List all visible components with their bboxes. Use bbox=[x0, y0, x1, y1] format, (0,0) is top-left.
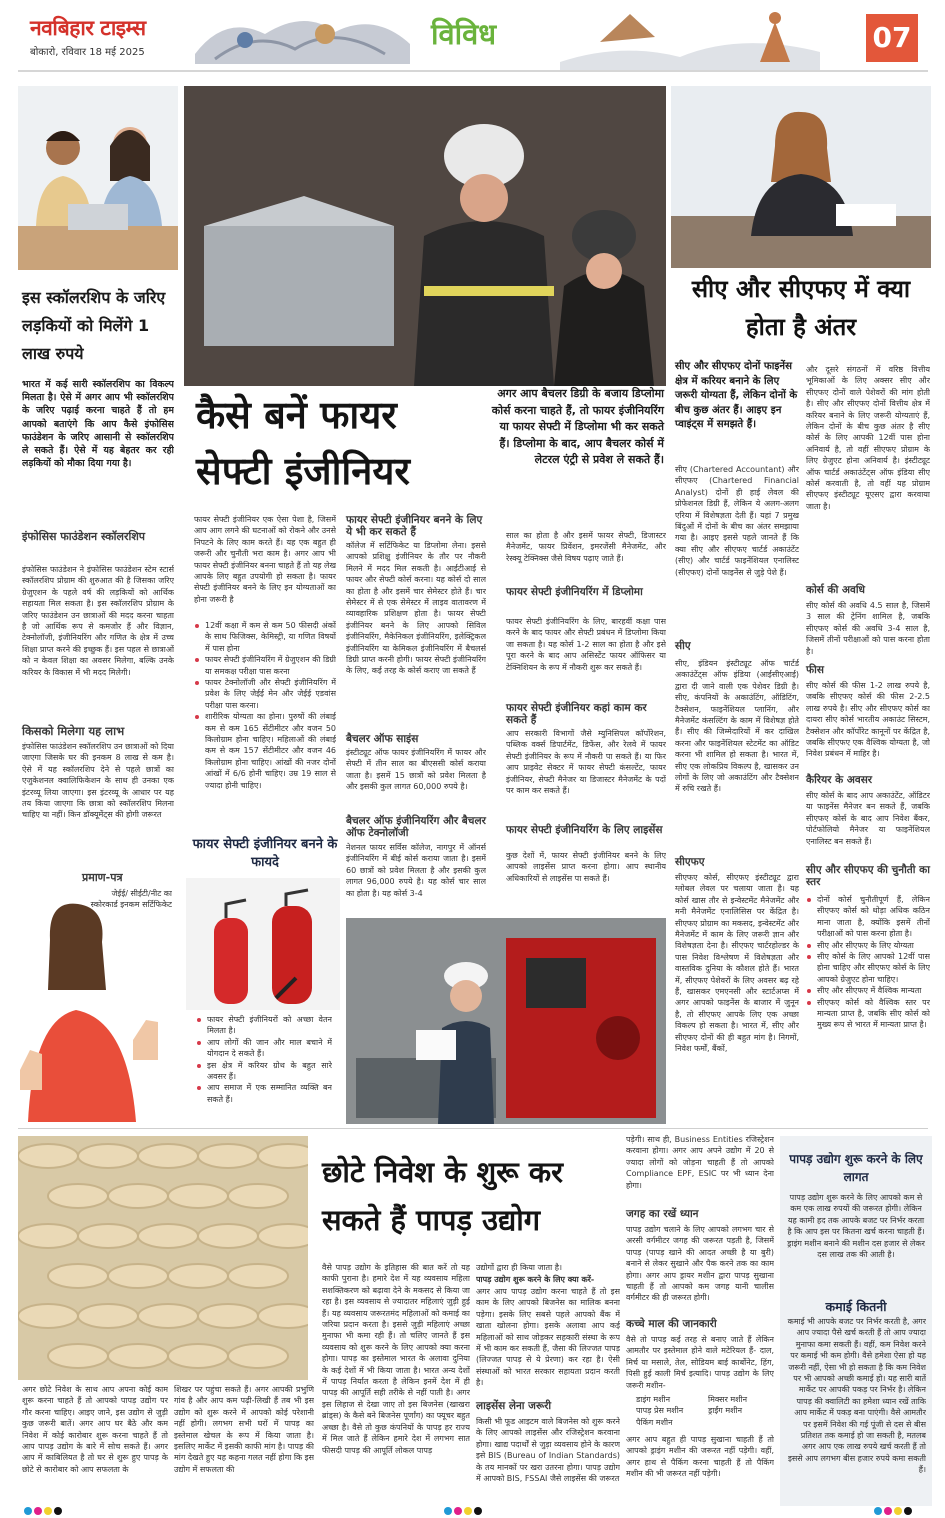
challenge-item: दोनों कोर्स चुनौतीपूर्ण हैं, लेकिन सीएफए कोर्स को थोड़ा अधिक कठिन माना जाता है, क्योंकि इसमें तीनों परीक्षाओं को पास करना होता है। bbox=[806, 894, 930, 940]
fire-col3-p3: कुछ देशों में, फायर सेफ्टी इंजीनियर बनने के लिए आपको लाइसेंस प्राप्त करना होगा। आप स्थानीय अधिकारियों से लाइसेंस पा सकते हैं। bbox=[506, 851, 666, 883]
papad-col2: वैसे पापड़ उद्योग के इतिहास की बात करें तो यह काफी पुराना है। हमारे देश में यह व्यवसाय महिला सशक्तिकरण को बढ़ावा देने के मकसद से किया जा रहा है। इस व्यवसाय से ज्यादातर महिलाएं जुड़ी हुई हैं। यह व्यवसाय जरूरतमंद महिलाओं को कमाई का जरिया प्रदान करता है। इससे जुड़ी महिलाएं अच्छा मुनाफा भी कमा रही हैं। तो चलिए जानते हैं इस व्यवसाय को शुरू करने के लिए आपको क्या करना होगा। पापड़ का इस्तेमाल भारत के अलावा दुनिया के कई देशों में भी किया जाता है। भारत अन्य देशों में पापड़ निर्यात करता है लेकिन इनमें देश में ही पापड़ की आपूर्ति सही तरीके से नहीं पाती है। अगर इस लिहाज से देखा जाए तो इस बिजनेस (खाखरा ब्रांड्स) के कैसे बने बिजनेस पूर्णांग) का फ्यूचर बहुत अच्छा है। वैसे तो कुछ कंपनियों के पापड़ हर राज्य में मिल जाते हैं लेकिन हमारे देश में लगभग सात फीसदी पापड़ की आपूर्ति लोकल पापड़ bbox=[322, 1263, 470, 1455]
fire-bullet: फायर टेक्नोलॉजी और सेफ्टी इंजीनियरिंग में प्रवेश के लिए जेईई मेन और जेईई एडवांस परीक्षा पास करना। bbox=[194, 677, 336, 711]
masthead-art-right bbox=[560, 2, 860, 70]
challenge-item: सीए और सीएफए में वैश्विक मान्यता bbox=[806, 985, 930, 996]
challenge-item: सीए कोर्स के लिए आपको 12वीं पास होना चाहिए और सीएफए कोर्स के लिए आपको ग्रेजुएट होना चाहिए। bbox=[806, 951, 930, 985]
ca-sub-fees: फीस bbox=[806, 664, 824, 676]
scholarship-headline: इस स्कॉलरशिप के जरिए लड़कियों को मिलेंगे 1 लाख रुपये bbox=[22, 288, 166, 363]
page-number-box bbox=[866, 14, 918, 62]
scholarship-docs: जेईई/ सीईटी/नीट का स्कोरकार्ड इनकम सर्टिफिकेट bbox=[90, 889, 172, 910]
ca-para-cfa: सीएफए कोर्स, सीएफए इंस्टीट्यूट द्वारा ग्लोबल लेवल पर चलाया जाता है। यह कोर्स खास तौर से इन्वेस्टमेंट मैनेजमेंट और मनी मैनेजमेंट एनालिसिस पर केंद्रित है। सीएफए प्रोग्राम का मकसद, इन्वेस्टमेंट और मैनेजमेंट में काम के लिए जरूरी ज्ञान और विशेषज्ञता देना है। सीएफए चार्टरहोल्डर के पास निवेश विश्लेषण में विशेषज्ञता और वास्तविक दुनिया के कौशल होते हैं। भारत में, सीएफए पेशेवरों के लिए अवसर बढ़ रहे हैं, खासकर एमएनसी और स्टार्टअप्स में अगर आपको फाइनेंस के बाजार में जुनून है, तो सीएफए आपके लिए एक अच्छा विकल्प हो सकता है। भारत में, सीए और सीएफए दोनों की ही बहुत मांग है। निगमों, निवेश फर्मों, बैंकों, bbox=[675, 873, 799, 1054]
fire-col2-sub3: बैचलर ऑफ इंजीनियरिंग और बैचलर ऑफ टेक्नोलॉजी bbox=[346, 815, 486, 839]
ca-headline: सीए और सीएफए में क्या होता है अंतर bbox=[691, 275, 911, 341]
papad-col4-p0: पड़ेगी। साथ ही, Business Entities रजिस्ट्रेशन करवाना होगा। अगर आप अपने उद्योग में 20 से ज्यादा लोगों को जोड़ना चाहती हैं तो आपको Compliance EPF, ESIC पर भी ध्यान देना होगा। bbox=[626, 1135, 774, 1190]
ca-sub-duration: कोर्स की अवधि bbox=[806, 584, 866, 596]
registration-marks bbox=[0, 1504, 945, 1518]
papad-col4-p1: पापड़ उद्योग चलाने के लिए आपको लगभग चार से अरसी वर्गमीटर जगह की जरूरत पड़ती है, जिसमें पापड़ (पापड़ खाने की आदत अच्छी है या बुरी) बनाने से लेकर सुखाने और पैक करने तक का काम होगा। अगर आप ड्रायर मशीन द्वारा पापड़ सुखाना चाहती हैं तो आपको कम जगह यानी चालीस वर्गमीटर की ही जरूरत होगी। bbox=[626, 1225, 774, 1303]
papad-machines bbox=[626, 1394, 774, 1430]
fire-col3-p0: साल का होता है और इसमें फायर सेफ्टी, डिजास्टर मैनेजमेंट, फायर प्रिवेंशन, इमरजेंसी मैनेजमेंट, और रेस्क्यू टेक्निक्स जैसे विषय पढ़ाए जाते हैं। bbox=[506, 531, 666, 563]
businesswoman-photo bbox=[671, 86, 931, 268]
ca-para1: सीए (Chartered Accountant) और सीएफए (Chartered Financial Analyst) दोनों ही हाई लेवल की प्रोफेशनल डिग्री हैं, लेकिन ये अलग-अलग एरिया में विशेषज्ञता देती हैं। यहां 7 प्रमुख बिंदुओं में दोनों के बीच का अंतर समझाया गया है। आइए इससे पहले जानते हैं कि क्या सीए और सीएफए चार्टर्ड अकाउंटेंट (सीए) और चार्टर्ड फाइनेंशियल एनालिस्ट (सीएफए) दोनों फाइनेंस से जुड़े पेशे हैं। bbox=[675, 465, 799, 577]
dateline: बोकारो, रविवार 18 मई 2025 bbox=[30, 47, 145, 58]
ca-para-duration: सीए कोर्स की अवधि 4.5 साल है, जिसमें 3 साल की ट्रेनिंग शामिल है, जबकि सीएफए कोर्स की अवधि 3-4 साल है, जिसमें तीनों परीक्षाओं को पास करना होता है। bbox=[806, 601, 930, 656]
ca-sub-cfa: सीएफए bbox=[675, 856, 705, 868]
fire-col1-bullets bbox=[194, 620, 336, 836]
engineer-machinery-photo bbox=[346, 918, 666, 1124]
scholarship-sub2: किसको मिलेगा यह लाभ bbox=[22, 724, 125, 738]
machine-item: पापड़ प्रेस मशीन bbox=[636, 1406, 684, 1416]
fire-headline-1: कैसे बनें फायर bbox=[196, 393, 397, 437]
ca-sub-career: कैरियर के अवसर bbox=[806, 774, 873, 786]
paper-logo: नवबिहार टाइम्स bbox=[30, 15, 146, 40]
papad-col4-sub2: कच्चे माल की जानकारी bbox=[626, 1318, 717, 1330]
challenge-item: सीएफए कोर्स को वैश्विक स्तर पर मान्यता प्राप्त है, जबकि सीए कोर्स को मुख्य रूप से भारत में मान्यता प्राप्त है। bbox=[806, 997, 930, 1031]
ca-para-career: सीए कोर्स के बाद आप अकाउंटेंट, ऑडिटर या फाइनेंस मैनेजर बन सकते हैं, जबकि सीएफए कोर्स के बाद आप निवेश बैंकर, पोर्टफोलियो मैनेजर या फाइनेंशियल एनालिस्ट बन सकते हैं। bbox=[806, 791, 930, 846]
fire-col3-p1: फायर सेफ्टी इंजीनियरिंग के लिए, बारहवीं कक्षा पास करने के बाद फायर और सेफ्टी प्रबंधन में डिप्लोमा किया जा सकता है। यह कोर्स 1-2 साल का होता है और इसे पूरा करने के बाद आप असिस्टेंट फायर ऑफिसर या टेक्निशियन के रूप में नौकरी शुरू कर सकते हैं। bbox=[506, 617, 666, 672]
fire-col2-sub1: फायर सेफ्टी इंजीनियर बनने के लिए ये भी कर सकते हैं bbox=[346, 514, 483, 538]
fire-col2-p3: नेशनल फायर सर्विस कॉलेज, नागपुर में ऑनर्स इंजीनियरिंग में बीई कोर्स कराया जाता है। इसमें 60 छात्रों को प्रवेश मिलता है और इसकी कुल लागत 96,000 रुपये है। यह कोर्स चार साल का होता है। यह कोर्स 3-4 bbox=[346, 843, 486, 898]
ca-para-right0: और दूसरे संगठनों में वरिष्ठ वित्तीय भूमिकाओं के लिए अक्सर सीए और सीएफए दोनों वाले पेशेवरों की मांग होती है। सीए और सीएफए दोनों वित्तीय क्षेत्र में करियर बनाने के लिए जरूरी योग्यताएं हैं, लेकिन दोनों के बीच कुछ अंतर है सीए कोर्स के लिए आपकी 12वीं पास होना अनिवार्य है, तो वहीं सीएफए प्रोग्राम के लिए ग्रेजुएट होना अनिवार्य है। इंस्टीट्यूट ऑफ चार्टर्ड अकाउंटेंट्स ऑफ इंडिया सीए कोर्स करवाती है, तो वहीं यह प्रोग्राम सीएफए इंस्टीट्यूट यूएसए द्वारा करवाया जाता है। bbox=[806, 365, 930, 511]
page-number: 07 bbox=[872, 21, 912, 54]
scholarship-docs-title: प्रमाण-पत्र bbox=[82, 871, 123, 884]
firefighters-photo bbox=[184, 86, 666, 386]
papad-col1: शिखर पर पहुंचा सकते हैं। अगर आपकी प्रभुणि गांव है और आप कम पढ़ी-लिखी हैं तब भी इस उद्योग को शुरू करने में आपको कोई परेशानी नहीं होगी। लगभग सभी घरों में पापड़ का इस्तेमाल खेचल के रूप में किया जाता है। इसलिए मार्केट में इसकी काफी मांग है। पापड़ की मांग देखते हुए यह कहना गलत नहीं होगा कि इस उद्योग में सफलता की bbox=[174, 1385, 314, 1474]
papad-col3-p1: अगर आप पापड़ उद्योग करना चाहते हैं तो इस काम के लिए आपको बिजनेस का मालिक बनना पड़ेगा। इसके लिए सबसे पहले आपको बैंक में खाता खोलना होगा। इसके अलावा आप कई महिलाओं को साथ जोड़कर सहकारी संस्था के रूप में भी काम कर सकती हैं, जैसा की लिज्जत पापड़ (लिज्जत पापड़ से ये प्रेरणा) कर रहा है। ऐसी संस्थाओं को भारत सरकार सहायता प्रदान करती है। bbox=[476, 1287, 620, 1388]
section-divider bbox=[18, 1128, 928, 1129]
machine-item: ड्राईंग मशीन bbox=[708, 1406, 743, 1416]
fire-headline-2: सेफ्टी इंजीनियर bbox=[196, 449, 410, 493]
section-name: विविध bbox=[431, 17, 497, 51]
papad-col0: अगर छोटे निवेश के साथ आप अपना कोई काम शुरू करना चाहते हैं तो आपको पापड़ उद्योग पर गौर करना चाहिए। आइए जाने, इस उद्योग से जुड़ी कुछ जरूरी बातें। अगर आप घर बैठे और कम निवेश में कोई कारोबार शुरू करना चाहते हैं तो आप पापड़ उद्योग के बारे में सोच सकते हैं। अगर आप में काबिलियत है तो घर से शुरू हुए पापड़ के छोटे से कारोबार को आप सफलता के bbox=[22, 1385, 168, 1474]
papad-box-p1: पापड़ उद्योग शुरू करने के लिए आपको कम से कम एक लाख रुपयों की जरूरत होगी। लेकिन यह कामी हद तक आपके बजट पर निर्भर करता है कि आप इस पर कितना खर्च करना चाहती हैं। ड्राइंग मशीन बनाने की मशीन दस हजार से लेकर दस लाख तक की आती है। bbox=[787, 1193, 925, 1260]
students-photo bbox=[18, 86, 178, 270]
papad-col3-p2: किसी भी फूड आइटम वाले बिजनेस को शुरू करने के लिए आपको लाइसेंस और रजिस्ट्रेशन करवाना होगा। खाद्य पदार्थों से जुड़ा व्यवसाय होने के कारण इसे BIS (Bureau of Indian Standards) के तय मानकों पर खरा उतरना होगा। पापड़ उद्योग में आपको BIS, FSSAI जैसे लाइसेंस की जरूरत bbox=[476, 1417, 620, 1484]
papad-box-title: पापड़ उद्योग शुरू करने के लिए लागत bbox=[789, 1152, 923, 1184]
papad-col3-p0b: पापड़ उद्योग शुरू करने के लिए क्या करें- bbox=[476, 1275, 595, 1284]
fire-col3-sub1: फायर सेफ्टी इंजीनियरिंग में डिप्लोमा bbox=[506, 586, 643, 598]
fire-bullet: फायर सेफ्टी इंजीनियरिंग में ग्रेजुएशन की डिग्री या समकक्ष परीक्षा पास करना bbox=[194, 654, 336, 677]
papad-col3-p0: उद्योगों द्वारा ही किया जाता है। bbox=[476, 1263, 562, 1272]
fire-bullet: 12वीं कक्षा में कम से कम 50 फीसदी अंकों के साथ फिजिक्स, केमिस्ट्री, या गणित विषयों में पास होना bbox=[194, 620, 336, 654]
fire-col2-sub2: बैचलर ऑफ साइंस bbox=[346, 733, 419, 745]
papad-col4-p3: अगर आप बहुत ही पापड़ सुखाना चाहती हैं तो आपको ड्राइंग मशीन की जरूरत नहीं पड़ेगी। वहीं, अगर हाथ से पैकिंग करना चाहती हैं तो पैकिंग मशीन की भी जरूरत नहीं पड़ेगी। bbox=[626, 1435, 774, 1479]
fire-col1-intro: फायर सेफ्टी इंजीनियर एक ऐसा पेशा है, जिसमें आप आग लगने की घटनाओं को रोकने और उनसे निपटने के लिए काम करते हैं। यह एक बहुत ही जरूरी और चुनौती भरा काम है। अगर आप भी फायर सेफ्टी इंजीनियर बनना चाहते हैं तो यह लेख आपके लिए बहुत उपयोगी हो सकता है। फायर सेफ्टी इंजीनियर बनने के लिए इन योग्यताओं का होना जरूरी है bbox=[194, 515, 336, 604]
scholarship-intro: भारत में कई सारी स्कॉलरशिप का विकल्प मिलता है। ऐसे में अगर आप भी स्कॉलरशिप के जरिए पढ़ाई करना चाहते हैं तो हम आपको बताएंगे कि आप कैसे इंफोसिस फाउंडेशन के जरिए आसानी से स्कॉलरशिप ले सकते हैं। ऐसे में यह बेहतर कर रही लड़कियों को मौका दिया गया है। bbox=[22, 379, 174, 470]
papad-box-p2: कमाई भी आपके बजट पर निर्भर करती है, अगर आप ज्यादा पैसे खर्च करती हैं तो आप ज्यादा मुनाफा कमा सकती हैं। वहीं, कम निवेश करने पर कमाई भी कम होगी। वैसे हमेशा ऐसा हो यह जरूरी नहीं, ऐसा भी हो सकता है कि कम निवेश पर भी आपको अच्छी कमाई हो। यह सारी बातें मार्केट पर आपकी पकड़ पर निर्भर है। लेकिन पापड़ की क्वालिटी का हमेशा ध्यान रखें ताकि आप मार्केट में पकड़ बना पाएंगी। वैसे आमतौर पर इसमें निवेश की गई पूंजी से दस से बीस प्रतिशत तक कमाई हो जा सकती है, मतलब अगर आप एक लाख रुपये खर्च करती हैं तो इससे आप लगभग बीस हजार रुपये कमा सकती हैं। bbox=[787, 1317, 926, 1475]
challenge-item: सीए और सीएफए के लिए योग्यता bbox=[806, 940, 930, 951]
papad-box-sub: कमाई कितनी bbox=[825, 1299, 887, 1314]
benefit-item: फायर सेफ्टी इंजीनियरों को अच्छा वेतन मिलता है। bbox=[196, 1014, 332, 1037]
fire-col3-p2: आप सरकारी विभागों जैसे म्युनिसिपल कॉर्पोरेशन, पब्लिक वर्क्स डिपार्टमेंट, डिफेंस, और रेलवे में फायर सेफ्टी इंजीनियर के रूप में नौकरी पा सकते हैं। या फिर आप प्राइवेट सेक्टर में फायर सेफ्टी कंसल्टेंट, फायर इंजीनियर, सेफ्टी मैनेजर या डिजास्टर मैनेजमेंट के पदों पर काम कर सकते हैं। bbox=[506, 729, 666, 796]
benefit-item: आप लोगों की जान और माल बचाने में योगदान दे सकते हैं। bbox=[196, 1037, 332, 1060]
fire-col2-p2: इंस्टीट्यूट ऑफ फायर इंजीनियरिंग में फायर और सेफ्टी में तीन साल का बीएससी कोर्स कराया जाता है। इसमें 15 छात्रों को प्रवेश मिलता है और इसकी कुल लागत 60,000 रुपये है। bbox=[346, 748, 486, 792]
scholarship-para2: इंफोसिस फाउंडेशन स्कॉलरशिप उन छात्राओं को दिया जाएगा जिसके घर की इनकम 8 लाख से कम है। ऐसे में यह स्कॉलरशिप देने से पहले छात्रों का एजुकेशनल क्वालिफिकेशन के साथ ही उनका एक इंटरव्यू लिया जाएगा। इस इंटरव्यू के आधार पर यह तय किया जाएगा कि छात्रा को स्कॉलरशिप मिलना चाहिए या नहीं। किन डॉक्यूमेंट्स की होगी जरूरत bbox=[22, 742, 174, 820]
fire-benefits-list bbox=[196, 1014, 332, 1118]
scholarship-para1: इंफोसिस फाउंडेशन ने इंफोसिस फाउंडेशन स्टेम स्टार्स स्कॉलरशिप प्रोग्राम की शुरुआत की है जिसका जरिए ग्रेजुएशन के पहले वर्ष की लड़कियों को आर्थिक सहायता मिल सकता है। इस स्कॉलरशिप प्रोग्राम के जरिए फाउंडेशन उन छात्राओं की मदद करना चाहता है जो आर्थिक रूप से कमजोर हैं और विज्ञान, टेक्नोलॉजी, इंजीनियरिंग और गणित के क्षेत्र में उच्च शिक्षा प्राप्त करने की इच्छुक हैं। इस पहल से छात्राओं को न केवल शिक्षा का अवसर मिलेगा, बल्कि उनके करियर के विकास में भी मदद मिलेगी। bbox=[22, 565, 174, 677]
papad-photo bbox=[18, 1136, 308, 1380]
benefit-item: आप समाज में एक सम्मानित व्यक्ति बन सकते हैं। bbox=[196, 1082, 332, 1105]
papad-col3-sub: लाइसेंस लेना जरूरी bbox=[476, 1400, 552, 1412]
masthead-rule bbox=[18, 70, 928, 72]
ca-sub-ca: सीए bbox=[675, 640, 691, 652]
fire-col3-sub3: फायर सेफ्टी इंजीनियरिंग के लिए लाइसेंस bbox=[506, 824, 663, 836]
ca-para-ca: सीए, इंडियन इंस्टीट्यूट ऑफ चार्टर्ड अकाउंटेंट्स ऑफ इंडिया (आईसीएआई) द्वारा दी जाने वाली एक पेशेवर डिग्री है। सीए, कंपनियों के अकाउंटिंग, ऑडिटिंग, टैक्सेशन, फाइनेंशियल प्लानिंग, और मैनेजमेंट कंसल्टिंग के काम में विशेषज्ञ होते हैं। सीए की जिम्मेदारियों में कर दाखिल करना और फाइनेंशियल स्टेटमेंट का ऑडिट करना भी शामिल हो सकता है। भारत में, सीए एक लोकप्रिय विकल्प है, खासकर उन लोगों के लिए जो अकाउंटिंग और टैक्सेशन में रुचि रखते हैं। bbox=[675, 659, 799, 794]
papad-headline: छोटे निवेश के शुरू कर सकते हैं पापड़ उद्योग bbox=[322, 1155, 563, 1237]
ca-challenge-list bbox=[806, 894, 930, 1118]
machine-item: डाइंग मशीन bbox=[636, 1395, 671, 1404]
scholarship-sub1: इंफोसिस फाउंडेशन स्कॉलरशिप bbox=[22, 530, 146, 543]
benefit-item: इस क्षेत्र में करियर ग्रोथ के बहुत सारे अवसर हैं। bbox=[196, 1060, 332, 1083]
fire-extinguishers-photo bbox=[186, 878, 340, 1010]
fire-benefits-title: फायर सेफ्टी इंजीनियर बनने के फायदे bbox=[192, 837, 338, 870]
ca-para-fees: सीए कोर्स की फीस 1-2 लाख रुपये है, जबकि सीएफए कोर्स की फीस 2-2.5 लाख रुपये है। सीए और सीएफए कोर्स का दायरा सीए कोर्स भारतीय अकाउंट सिस्टम, टैक्सेशन और कॉर्पोरेट कानूनों पर केंद्रित है, जबकि सीएफए एक वैश्विक योग्यता है, जो निवेश प्रबंधन में माहिर है। bbox=[806, 681, 930, 759]
papad-col4-sub1: जगह का रखें ध्यान bbox=[626, 1208, 699, 1220]
machine-item: पैकिंग मशीन bbox=[636, 1417, 673, 1427]
machine-item: मिक्सर मशीन bbox=[708, 1395, 748, 1404]
fire-col3-sub2: फायर सेफ्टी इंजीनियर कहां काम कर सकते हैं bbox=[506, 702, 647, 726]
fire-bullet: शारीरिक योग्यता का होना। पुरुषों की लंबाई कम से कम 165 सेंटीमीटर और वजन 50 किलोग्राम होना चाहिए। महिलाओं की लंबाई कम से कम 157 सेंटीमीटर और वजन 46 किलोग्राम होना चाहिए। आंखों की नजर दोनों आंखों में 6/6 होनी चाहिए। उम्र 19 साल से ज्यादा होनी चाहिए। bbox=[194, 711, 336, 791]
fire-deck: अगर आप बैचलर डिग्री के बजाय डिप्लोमा कोर्स करना चाहते हैं, तो फायर इंजीनियरिंग या फायर सेफ्टी में डिप्लोमा भी कर सकते हैं। डिप्लोमा के बाद, आप बैचलर कोर्स में लेटरल एंट्री से प्रवेश ले सकते हैं। bbox=[491, 387, 664, 467]
fire-col2-p1: कॉलेज में सर्टिफिकेट या डिप्लोमा लेना। इससे आपको प्रशिक्षु इंजीनियर के तौर पर नौकरी मिलने में मदद मिल सकती है। आईटीआई से फायर और सेफ्टी कोर्स करना। यह कोर्स दो साल का होता है और इसमें चार सेमेस्टर होते हैं। चार सेमेस्टर में से एक सेमेस्टर में लाइव वातावरण में व्यावहारिक प्रशिक्षण होता है। फायर सेफ्टी इंजीनियर बनने के लिए आपको सिविल इंजीनियरिंग, मैकेनिकल इंजीनियरिंग, इलेक्ट्रिकल इंजीनियरिंग या केमिकल इंजीनियरिंग में बैचलर्स डिग्री प्राप्त करनी होगी। फायर सेफ्टी इंजीनियरिंग के लिए, कई तरह के कोर्स कराए जा सकते हैं bbox=[346, 541, 486, 676]
ca-sub-challenge: सीए और सीएफए की चुनौती का स्तर bbox=[806, 864, 930, 888]
ca-deck: सीए और सीएफए दोनों फाइनेंस क्षेत्र में करियर बनाने के लिए जरूरी योग्यता हैं, लेकिन दोनों के बीच कुछ अंतर हैं। आइए इन प्वाइंट्स में समझते हैं। bbox=[675, 361, 798, 431]
masthead-art-left bbox=[185, 4, 420, 68]
masthead bbox=[0, 0, 945, 72]
papad-col4-p2: वैसे तो पापड़ कई तरह से बनाए जाते हैं लेकिन आमतौर पर इस्तेमाल होने वाले मटेरियल हैं- दाल, मिर्च या मसाले, तेल, सोडियम बाई कार्बोनेट, हिंग, पिसी हुई काली मिर्च इत्यादि। पापड़ उद्योग के लिए जरूरी मशीन- bbox=[626, 1335, 774, 1390]
